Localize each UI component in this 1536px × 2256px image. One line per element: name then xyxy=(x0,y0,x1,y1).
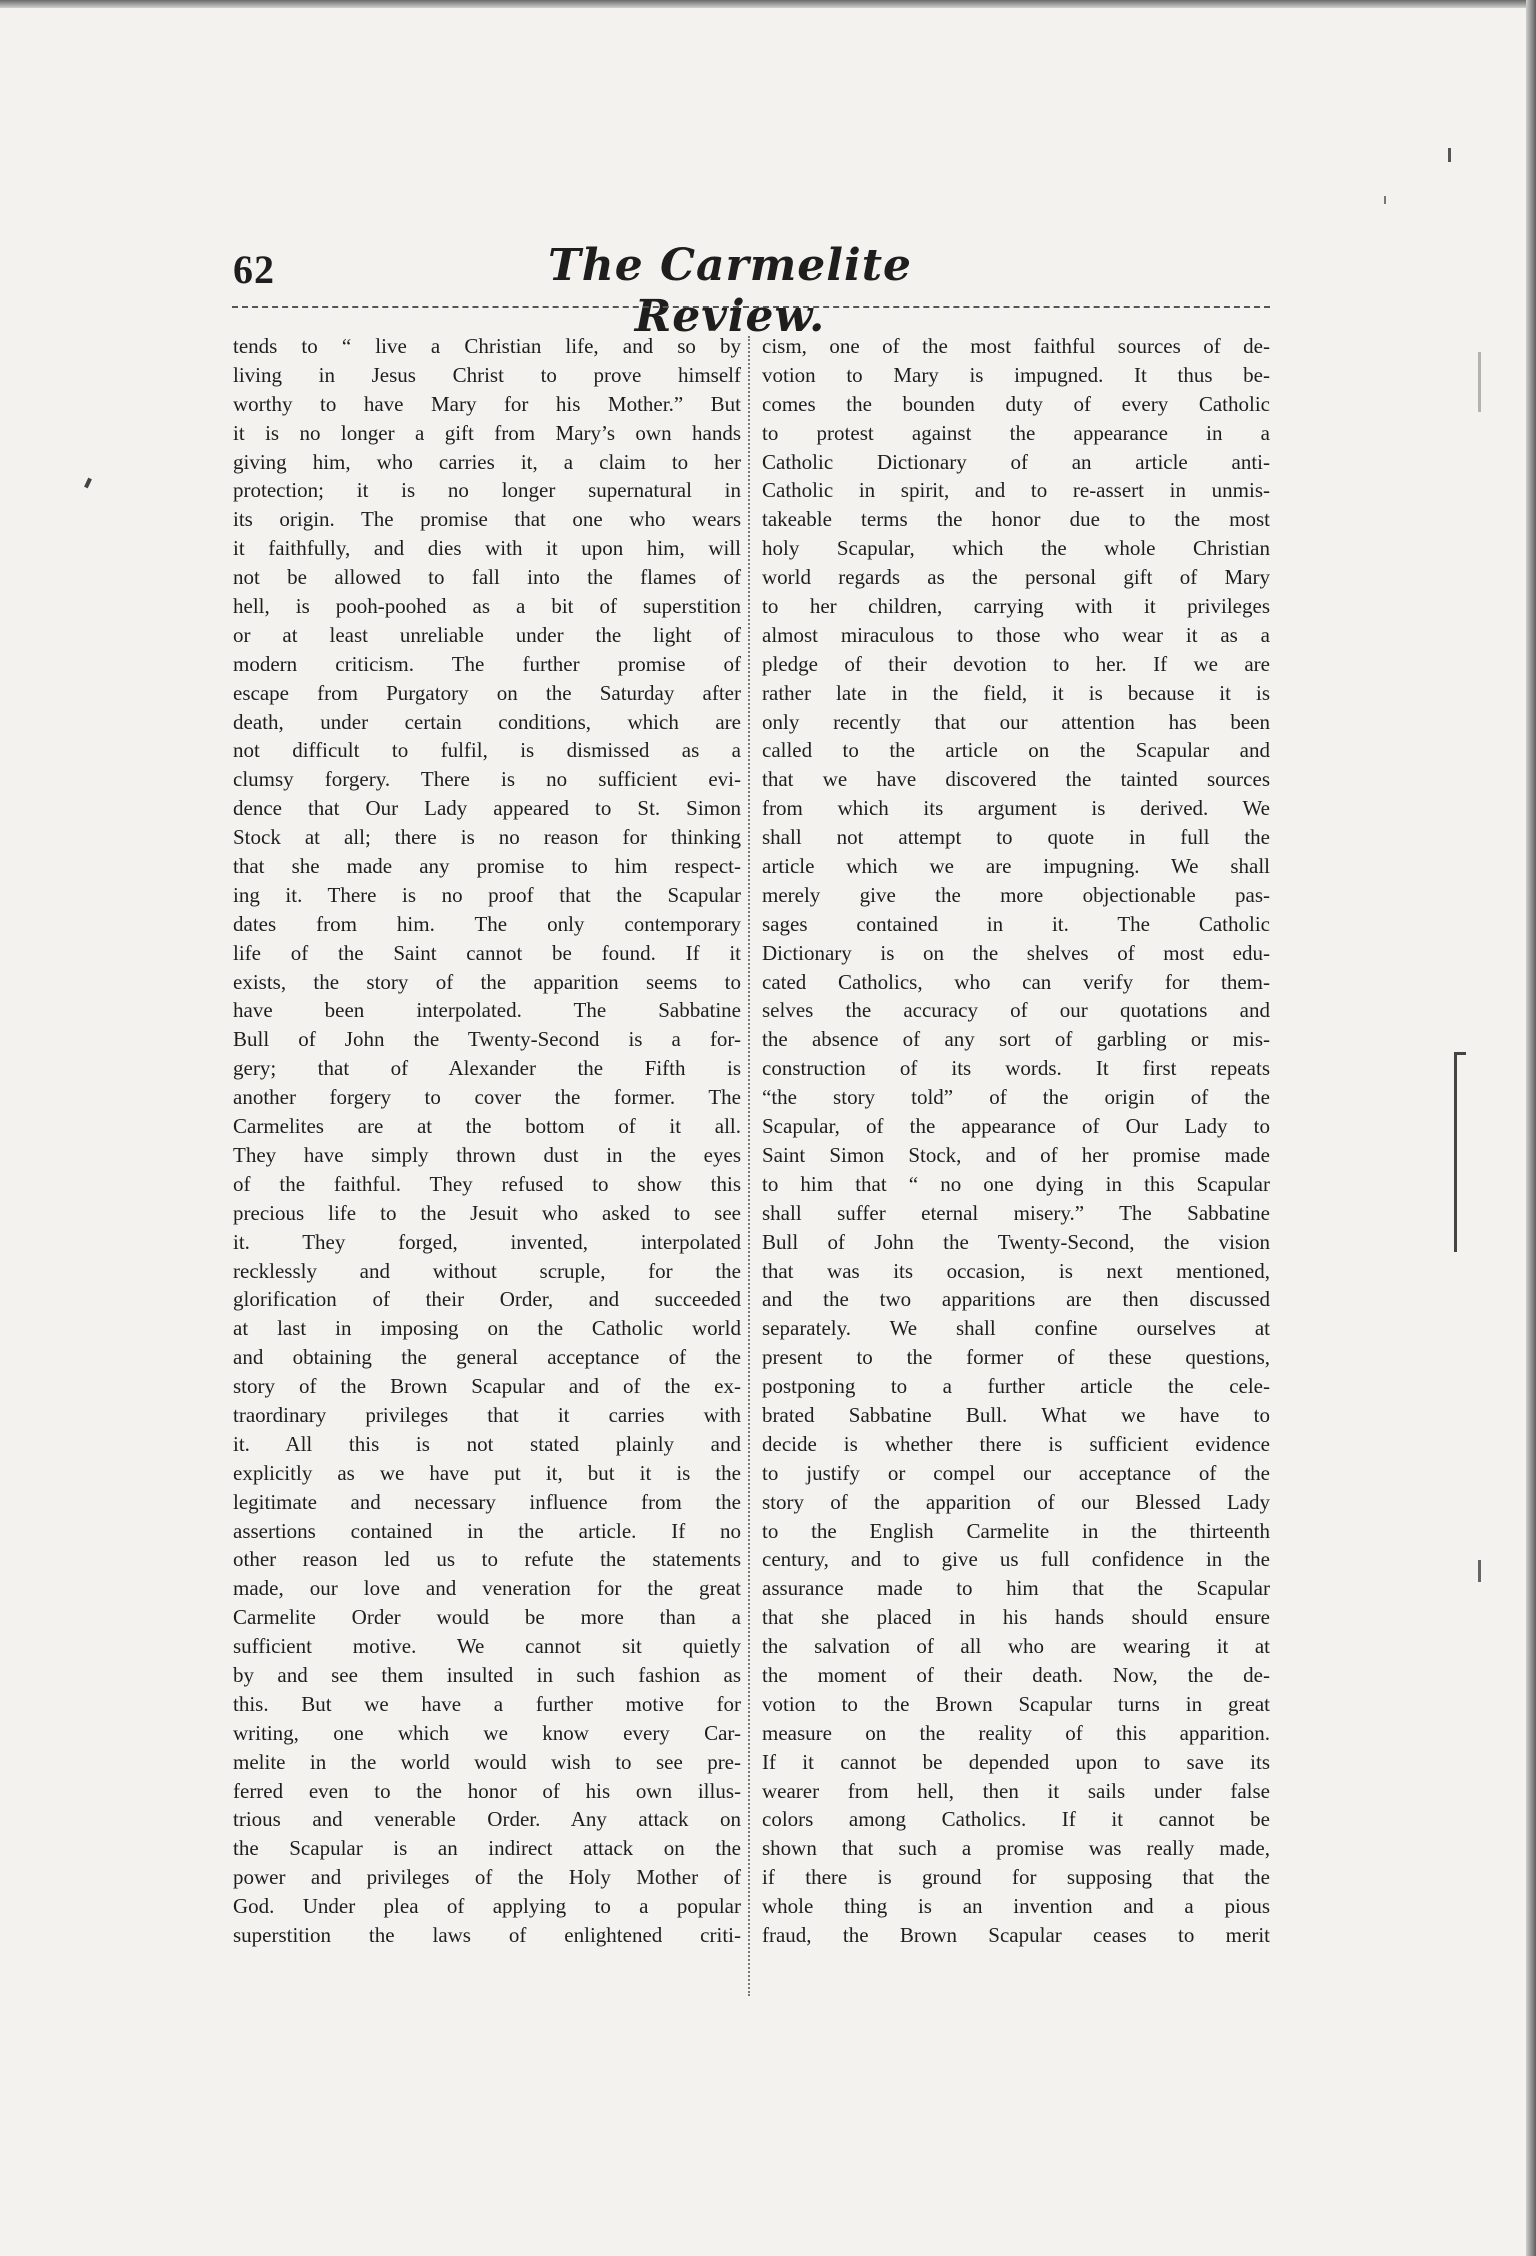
text-line: made, our love and veneration for the great xyxy=(233,1576,741,1601)
text-line: whole thing is an invention and a pious xyxy=(762,1894,1270,1919)
text-line: it. They forged, invented, interpolated xyxy=(233,1229,741,1254)
text-line: Carmelite Order would be more than a xyxy=(233,1605,741,1630)
text-line: that she made any promise to him respect- xyxy=(233,854,741,879)
text-line: trious and venerable Order. Any attack on xyxy=(233,1807,741,1832)
text-line: precious life to the Jesuit who asked to see xyxy=(233,1200,741,1225)
text-line: assertions contained in the article. If no xyxy=(233,1518,741,1543)
text-line: the absence of any sort of garbling or mis- xyxy=(762,1027,1270,1052)
left-column xyxy=(233,332,741,1950)
text-line: sages contained in it. The Catholic xyxy=(762,911,1270,936)
text-line: living in Jesus Christ to prove himself xyxy=(233,362,741,387)
text-line: not difficult to fulfil, is dismissed as a xyxy=(233,738,741,763)
page-number: 62 xyxy=(233,247,275,292)
text-line: it faithfully, and dies with it upon him, will xyxy=(233,536,741,561)
text-line: protection; it is no longer supernatural in xyxy=(233,478,741,503)
header-rule xyxy=(232,306,1270,312)
text-line: story of the Brown Scapular and of the ex- xyxy=(233,1374,741,1399)
text-line: power and privileges of the Holy Mother of xyxy=(233,1865,741,1890)
text-line: century, and to give us full confidence in the xyxy=(762,1547,1270,1572)
text-line: holy Scapular, which the whole Christian xyxy=(762,536,1270,561)
text-line: cism, one of the most faithful sources of de- xyxy=(762,334,1270,358)
text-line: have been interpolated. The Sabbatine xyxy=(233,998,741,1023)
text-line: measure on the reality of this apparition. xyxy=(762,1720,1270,1745)
margin-mark xyxy=(1478,352,1481,412)
text-line: melite in the world would wish to see pre- xyxy=(233,1749,741,1774)
text-line: article which we are impugning. We shall xyxy=(762,854,1270,879)
margin-mark xyxy=(1384,196,1386,204)
margin-mark xyxy=(1478,1560,1481,1582)
text-line: only recently that our attention has been xyxy=(762,709,1270,734)
column-divider xyxy=(748,336,750,1996)
text-line: Carmelites are at the bottom of it all. xyxy=(233,1114,741,1139)
text-line: from which its argument is derived. We xyxy=(762,796,1270,821)
text-line: story of the apparition of our Blessed Lady xyxy=(762,1489,1270,1514)
text-line: almost miraculous to those who wear it as a xyxy=(762,622,1270,647)
text-line: votion to Mary is impugned. It thus be- xyxy=(762,362,1270,387)
text-line: assurance made to him that the Scapular xyxy=(762,1576,1270,1601)
text-line: merely give the more objectionable pas- xyxy=(762,882,1270,907)
text-line: Bull of John the Twenty-Second is a for- xyxy=(233,1027,741,1052)
text-line: takeable terms the honor due to the most xyxy=(762,507,1270,532)
text-line: selves the accuracy of our quotations and xyxy=(762,998,1270,1023)
margin-bracket xyxy=(1454,1052,1467,1252)
text-line: Bull of John the Twenty-Second, the vision xyxy=(762,1229,1270,1254)
text-line: dence that Our Lady appeared to St. Simon xyxy=(233,796,741,821)
text-line: its origin. The promise that one who wears xyxy=(233,507,741,532)
text-line: to justify or compel our acceptance of the xyxy=(762,1460,1270,1485)
text-line: to him that “ no one dying in this Scapular xyxy=(762,1171,1270,1196)
text-line: They have simply thrown dust in the eyes xyxy=(233,1142,741,1167)
text-line: cated Catholics, who can verify for them- xyxy=(762,969,1270,994)
text-line: and obtaining the general acceptance of the xyxy=(233,1345,741,1370)
text-line: escape from Purgatory on the Saturday after xyxy=(233,680,741,705)
text-line: Catholic Dictionary of an article anti- xyxy=(762,449,1270,474)
text-line: legitimate and necessary influence from the xyxy=(233,1489,741,1514)
text-line: at last in imposing on the Catholic world xyxy=(233,1316,741,1341)
text-line: or at least unreliable under the light of xyxy=(233,622,741,647)
text-line: explicitly as we have put it, but it is the xyxy=(233,1460,741,1485)
text-line: it is no longer a gift from Mary’s own hands xyxy=(233,420,741,445)
text-line: Saint Simon Stock, and of her promise made xyxy=(762,1142,1270,1167)
text-line: recklessly and without scruple, for the xyxy=(233,1258,741,1283)
text-line: the Scapular is an indirect attack on the xyxy=(233,1836,741,1861)
text-line: decide is whether there is sufficient evidence xyxy=(762,1431,1270,1456)
text-line: exists, the story of the apparition seems to xyxy=(233,969,741,994)
text-line: to her children, carrying with it privileges xyxy=(762,594,1270,619)
text-line: writing, one which we know every Car- xyxy=(233,1720,741,1745)
text-line: wearer from hell, then it sails under false xyxy=(762,1778,1270,1803)
text-line: Catholic in spirit, and to re-assert in unmis- xyxy=(762,478,1270,503)
text-line: rather late in the field, it is because it is xyxy=(762,680,1270,705)
text-line: death, under certain conditions, which are xyxy=(233,709,741,734)
text-line: clumsy forgery. There is no sufficient evi- xyxy=(233,767,741,792)
text-line: ferred even to the honor of his own illus- xyxy=(233,1778,741,1803)
text-line: life of the Saint cannot be found. If it xyxy=(233,940,741,965)
text-line: worthy to have Mary for his Mother.” But xyxy=(233,391,741,416)
text-line: that she placed in his hands should ensure xyxy=(762,1605,1270,1630)
text-line: comes the bounden duty of every Catholic xyxy=(762,391,1270,416)
text-line: present to the former of these questions, xyxy=(762,1345,1270,1370)
text-line: separately. We shall confine ourselves at xyxy=(762,1316,1270,1341)
running-title: The Carmelite Review. xyxy=(547,240,913,342)
text-line: pledge of their devotion to her. If we are xyxy=(762,651,1270,676)
scan-edge-right xyxy=(1526,0,1536,2256)
text-line: construction of its words. It first repeats xyxy=(762,1056,1270,1081)
margin-mark xyxy=(1448,148,1451,162)
text-line: and the two apparitions are then discussed xyxy=(762,1287,1270,1312)
text-line: ing it. There is no proof that the Scapular xyxy=(233,882,741,907)
text-line: superstition the laws of enlightened criti- xyxy=(233,1922,741,1947)
margin-mark xyxy=(84,478,92,489)
text-line: by and see them insulted in such fashion as xyxy=(233,1662,741,1687)
text-line: God. Under plea of applying to a popular xyxy=(233,1894,741,1919)
text-line: Stock at all; there is no reason for thinking xyxy=(233,825,741,850)
text-line: traordinary privileges that it carries with xyxy=(233,1402,741,1427)
text-line: postponing to a further article the cele- xyxy=(762,1374,1270,1399)
text-line: this. But we have a further motive for xyxy=(233,1691,741,1716)
text-line: Dictionary is on the shelves of most edu- xyxy=(762,940,1270,965)
right-column xyxy=(762,332,1270,1950)
text-line: the salvation of all who are wearing it at xyxy=(762,1634,1270,1659)
text-line: it. All this is not stated plainly and xyxy=(233,1431,741,1456)
text-line: gery; that of Alexander the Fifth is xyxy=(233,1056,741,1081)
text-line: not be allowed to fall into the flames of xyxy=(233,565,741,590)
text-line: giving him, who carries it, a claim to her xyxy=(233,449,741,474)
text-line: “the story told” of the origin of the xyxy=(762,1085,1270,1110)
text-line: dates from him. The only contemporary xyxy=(233,911,741,936)
text-line: If it cannot be depended upon to save its xyxy=(762,1749,1270,1774)
text-line: Scapular, of the appearance of Our Lady to xyxy=(762,1114,1270,1139)
text-line: hell, is pooh-poohed as a bit of superstition xyxy=(233,594,741,619)
text-line: modern criticism. The further promise of xyxy=(233,651,741,676)
text-line: fraud, the Brown Scapular ceases to merit xyxy=(762,1922,1270,1947)
text-line: to protest against the appearance in a xyxy=(762,420,1270,445)
text-line: that was its occasion, is next mentioned, xyxy=(762,1258,1270,1283)
text-line: brated Sabbatine Bull. What we have to xyxy=(762,1402,1270,1427)
text-line: called to the article on the Scapular and xyxy=(762,738,1270,763)
text-line: of the faithful. They refused to show this xyxy=(233,1171,741,1196)
text-line: world regards as the personal gift of Mary xyxy=(762,565,1270,590)
text-line: shown that such a promise was really made, xyxy=(762,1836,1270,1861)
scan-edge-top xyxy=(0,0,1536,8)
text-line: votion to the Brown Scapular turns in great xyxy=(762,1691,1270,1716)
text-line: to the English Carmelite in the thirteenth xyxy=(762,1518,1270,1543)
text-line: shall not attempt to quote in full the xyxy=(762,825,1270,850)
text-line: sufficient motive. We cannot sit quietly xyxy=(233,1634,741,1659)
text-line: shall suffer eternal misery.” The Sabbatine xyxy=(762,1200,1270,1225)
text-line: another forgery to cover the former. The xyxy=(233,1085,741,1110)
text-line: if there is ground for supposing that the xyxy=(762,1865,1270,1890)
text-line: other reason led us to refute the statements xyxy=(233,1547,741,1572)
text-line: that we have discovered the tainted sources xyxy=(762,767,1270,792)
text-line: colors among Catholics. If it cannot be xyxy=(762,1807,1270,1832)
text-line: glorification of their Order, and succeeded xyxy=(233,1287,741,1312)
text-line: the moment of their death. Now, the de- xyxy=(762,1662,1270,1687)
text-line: tends to “ live a Christian life, and so by xyxy=(233,334,741,358)
